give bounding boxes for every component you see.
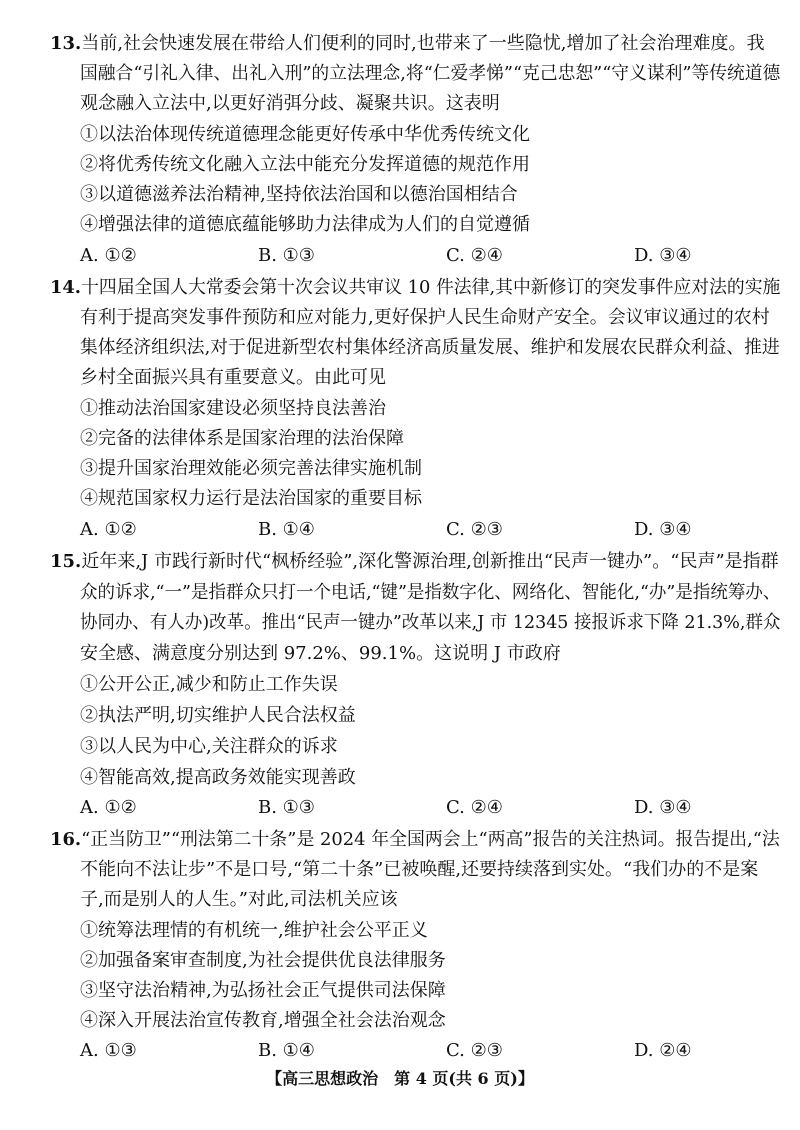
question-number: 13.	[50, 33, 82, 54]
answer-choice-d[interactable]: D. ③④	[634, 519, 692, 540]
statement-option: ②完备的法律体系是国家治理的法治保障	[80, 428, 404, 449]
answer-choice-a[interactable]: A. ①②	[80, 519, 137, 540]
statement-option: ②执法严明,切实维护人民合法权益	[80, 705, 356, 726]
answer-choice-b[interactable]: B. ①④	[258, 519, 315, 540]
answer-choice-c[interactable]: C. ②④	[446, 797, 503, 818]
question-number: 16.	[50, 829, 82, 850]
statement-option: ①统筹法理情的有机统一,维护社会公平正义	[80, 920, 428, 941]
question-stem-line: 集体经济组织法,对于促进新型农村集体经济高质量发展、维护和发展农民群众利益、推进	[80, 337, 780, 358]
answer-choice-d[interactable]: D. ③④	[634, 797, 692, 818]
question-stem-line: 国融合“引礼入律、出礼入刑”的立法理念,将“仁爱孝悌”“克己忠恕”“守义谋利”等传统道德	[80, 63, 781, 84]
answer-choice-a[interactable]: A. ①②	[80, 245, 137, 266]
answer-choice-c[interactable]: C. ②③	[446, 1040, 503, 1061]
statement-option: ③坚守法治精神,为弘扬社会正气提供司法保障	[80, 980, 446, 1001]
statement-option: ①推动法治国家建设必须坚持良法善治	[80, 398, 386, 419]
statement-option: ④智能高效,提高政务效能实现善政	[80, 767, 356, 788]
statement-option: ③以人民为中心,关注群众的诉求	[80, 736, 338, 757]
question-stem-line: 众的诉求,“一”是指群众只打一个电话,“键”是指数字化、网络化、智能化,“办”是指统筹办、	[80, 582, 781, 603]
question-stem-line: 协同办、有人办)改革。推出“民声一键办”改革以来,J 市 12345 接报诉求下降 21.3%,群众	[80, 612, 781, 633]
answer-choice-d[interactable]: D. ②④	[634, 1040, 692, 1061]
statement-option: ④增强法律的道德底蕴能够助力法律成为人们的自觉遵循	[80, 214, 530, 235]
question-number: 14.	[50, 277, 82, 298]
statement-option: ②将优秀传统文化融入立法中能充分发挥道德的规范作用	[80, 154, 530, 175]
question-stem-line: 不能向不法让步”不是口号,“第二十条”已被唤醒,还要持续落到实处。“我们办的不是案	[80, 859, 759, 880]
answer-choice-a[interactable]: A. ①②	[80, 797, 137, 818]
question-stem-line: 15.近年来,J 市践行新时代“枫桥经验”,深化警源治理,创新推出“民声一键办”。“民声”是指群	[50, 551, 779, 572]
answer-choice-b[interactable]: B. ①④	[258, 1040, 315, 1061]
statement-option: ③以道德滋养法治精神,坚持依法治国和以德治国相结合	[80, 184, 518, 205]
question-stem-line: 安全感、满意度分别达到 97.2%、99.1%。这说明 J 市政府	[80, 643, 561, 664]
statement-option: ①公开公正,减少和防止工作失误	[80, 674, 338, 695]
question-stem-line: 13.当前,社会快速发展在带给人们便利的同时,也带来了一些隐忧,增加了社会治理难度。我	[50, 33, 765, 54]
answer-choice-c[interactable]: C. ②③	[446, 519, 503, 540]
question-stem-line: 乡村全面振兴具有重要意义。由此可见	[80, 367, 386, 388]
answer-choice-b[interactable]: B. ①③	[258, 797, 315, 818]
question-stem-line: 观念融入立法中,以更好消弭分歧、凝聚共识。这表明	[80, 93, 500, 114]
answer-choice-c[interactable]: C. ②④	[446, 245, 503, 266]
question-stem-line: 14.十四届全国人大常委会第十次会议共审议 10 件法律,其中新修订的突发事件应对法的实施	[50, 277, 781, 298]
statement-option: ②加强备案审查制度,为社会提供优良法律服务	[80, 950, 446, 971]
question-stem-line: 子,而是别人的人生。”对此,司法机关应该	[80, 889, 398, 910]
question-stem-line: 16.“正当防卫”“刑法第二十条”是 2024 年全国两会上“两高”报告的关注热词。报告提出,“法	[50, 829, 780, 850]
question-stem-line: 有利于提高突发事件预防和应对能力,更好保护人民生命财产安全。会议审议通过的农村	[80, 307, 770, 328]
answer-choice-a[interactable]: A. ①③	[80, 1040, 137, 1061]
statement-option: ①以法治体现传统道德理念能更好传承中华优秀传统文化	[80, 124, 530, 145]
page-footer: 【高三思想政治 第 4 页(共 6 页)】	[266, 1069, 534, 1088]
answer-choice-b[interactable]: B. ①③	[258, 245, 315, 266]
statement-option: ④规范国家权力运行是法治国家的重要目标	[80, 488, 422, 509]
question-number: 15.	[50, 551, 82, 572]
answer-choice-d[interactable]: D. ③④	[634, 245, 692, 266]
statement-option: ④深入开展法治宣传教育,增强全社会法治观念	[80, 1010, 446, 1031]
statement-option: ③提升国家治理效能必须完善法律实施机制	[80, 458, 422, 479]
